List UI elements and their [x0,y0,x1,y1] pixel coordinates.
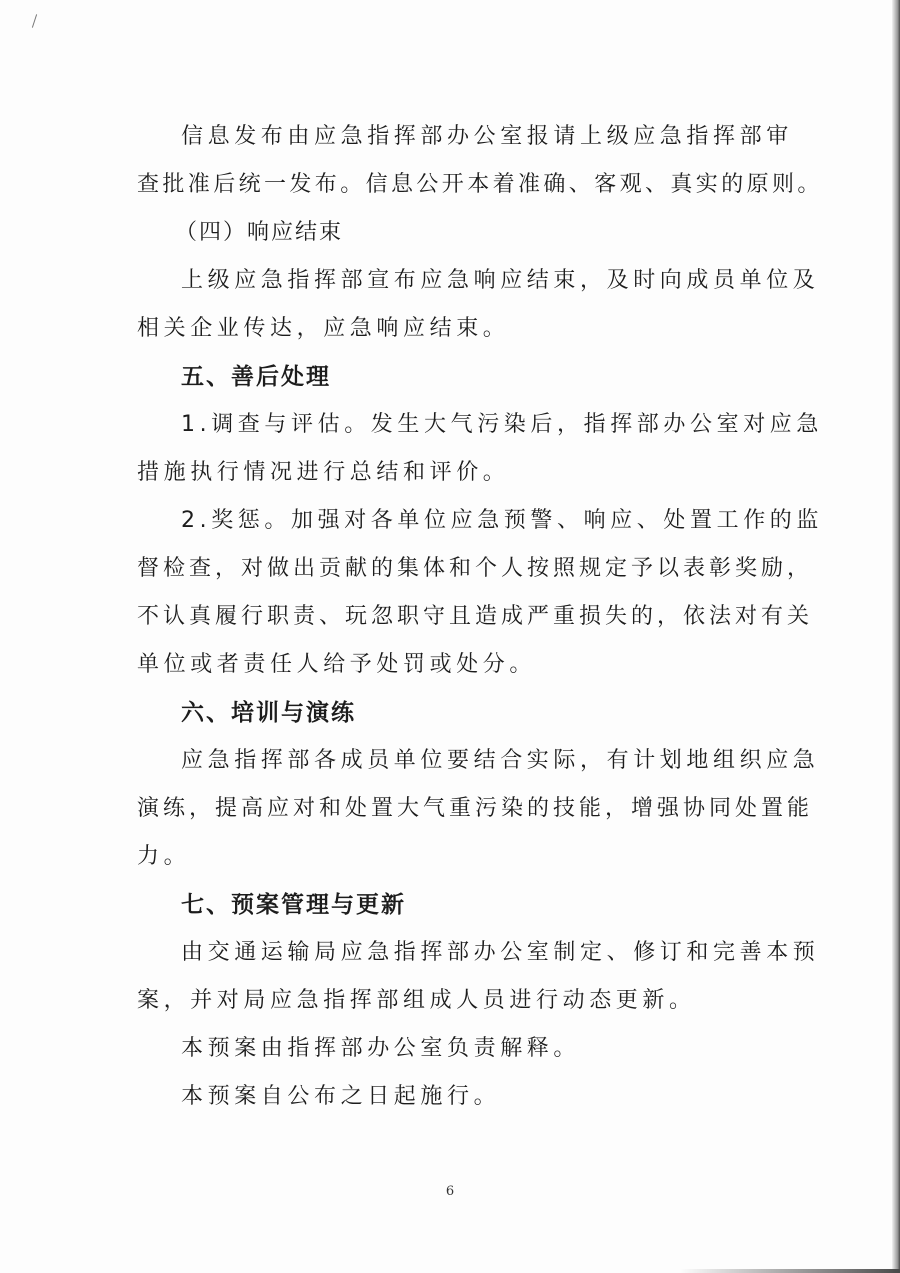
paragraph-line: 不认真履行职责、玩忽职守且造成严重损失的，依法对有关 [137,604,814,629]
page-number: 6 [445,1184,455,1199]
paragraph-line: 由交通运输局应急指挥部办公室制定、修订和完善本预 [181,940,820,965]
paragraph-line: 信息发布由应急指挥部办公室报请上级应急指挥部审 [181,124,793,149]
paragraph-line: 单位或者责任人给予处罚或处分。 [137,652,537,677]
paragraph-line: 本预案由指挥部办公室负责解释。 [181,1036,581,1061]
paragraph-line: 措施执行情况进行总结和评价。 [137,460,510,485]
section-heading: 五、善后处理 [181,364,331,390]
section-heading: 六、培训与演练 [181,700,356,726]
paragraph-line: 演练，提高应对和处置大气重污染的技能，增强协同处置能 [137,796,814,821]
paragraph-line: 2.奖惩。加强对各单位应急预警、响应、处置工作的监 [181,508,823,533]
paragraph-line: 1.调查与评估。发生大气污染后，指挥部办公室对应急 [181,412,823,437]
paragraph-line: 案，并对局应急指挥部组成人员进行动态更新。 [137,988,696,1013]
scan-edge-shadow [892,0,900,1273]
paragraph-line: 督检查，对做出贡献的集体和个人按照规定予以表彰奖励， [137,556,814,581]
document-body [137,113,823,1121]
scan-edge-shadow-bottom [680,1269,900,1273]
section-heading: 七、预案管理与更新 [181,892,406,918]
paragraph-line: 相关企业传达，应急响应结束。 [137,316,510,341]
paragraph-line: 本预案自公布之日起施行。 [181,1084,501,1109]
paragraph-line: 力。 [137,844,191,869]
paragraph-line: 应急指挥部各成员单位要结合实际，有计划地组织应急 [181,748,820,773]
paragraph-line: 查批准后统一发布。信息公开本着准确、客观、真实的原则。 [137,172,823,197]
subsection-heading: （四）响应结束 [175,220,344,245]
scan-mark [32,14,37,28]
paragraph-line: 上级应急指挥部宣布应急响应结束，及时向成员单位及 [181,268,820,293]
